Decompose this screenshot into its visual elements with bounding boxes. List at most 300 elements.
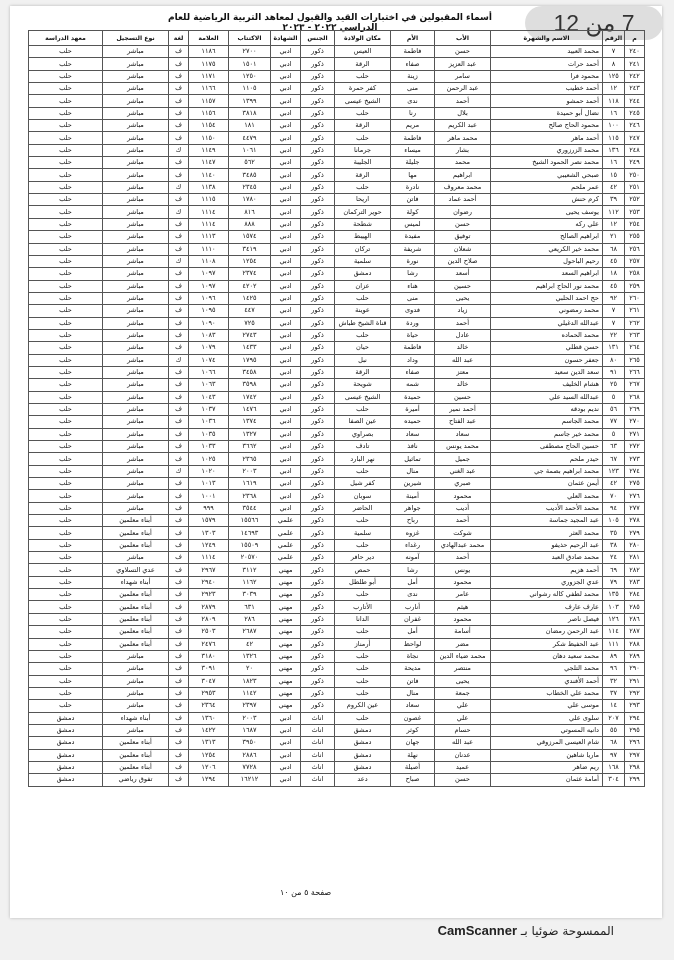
table-cell: ٢٩٢ bbox=[625, 687, 645, 699]
table-cell: حلب bbox=[29, 675, 103, 687]
table-cell: لواحظ bbox=[391, 638, 435, 650]
table-cell: حلب bbox=[29, 255, 103, 267]
table-cell: مهني bbox=[271, 663, 301, 675]
table-cell: محمود فرا bbox=[491, 70, 603, 82]
table-row bbox=[29, 46, 645, 58]
table-cell: عين الكروم bbox=[335, 700, 391, 712]
table-cell: ٤٢٠٢ bbox=[229, 280, 271, 292]
table-cell: حلب bbox=[29, 613, 103, 625]
table-cell: عدي التسلاوي bbox=[103, 564, 169, 576]
table-cell: حسين bbox=[435, 391, 491, 403]
table-cell: ٢٥٠ bbox=[625, 169, 645, 181]
table-cell: ١٢٦ bbox=[603, 613, 625, 625]
table-cell: حلب bbox=[29, 601, 103, 613]
table-cell: ٢٦٩ bbox=[625, 403, 645, 415]
table-cell: ٢٩١ bbox=[625, 675, 645, 687]
table-cell: ف bbox=[169, 638, 189, 650]
table-cell: ١٠٠ bbox=[603, 120, 625, 132]
table-cell: مباشر bbox=[103, 243, 169, 255]
table-cell: ١١٢ bbox=[603, 206, 625, 218]
table-cell: ٣٨١٨ bbox=[229, 107, 271, 119]
table-cell: ٣٤٥٨ bbox=[229, 366, 271, 378]
table-cell: حلب bbox=[29, 391, 103, 403]
table-cell: ادبي bbox=[271, 490, 301, 502]
table-cell: ٦٣١ bbox=[229, 601, 271, 613]
table-cell: ذكور bbox=[301, 589, 335, 601]
table-cell: محمود الحاج صالح bbox=[491, 120, 603, 132]
table-cell: نافذ bbox=[391, 441, 435, 453]
column-header: العلامة bbox=[189, 31, 229, 46]
table-cell: حلب bbox=[29, 638, 103, 650]
table-cell: ١١٦٦ bbox=[189, 83, 229, 95]
table-cell: ادبي bbox=[271, 83, 301, 95]
table-cell: حسين bbox=[435, 280, 491, 292]
table-cell: ندى bbox=[391, 589, 435, 601]
table-cell: حلب bbox=[335, 465, 391, 477]
table-cell: مباشر bbox=[103, 70, 169, 82]
table-cell: عبد الرحمن bbox=[435, 83, 491, 95]
table-cell: حلب bbox=[29, 83, 103, 95]
table-cell: ٣٩ bbox=[603, 194, 625, 206]
table-cell: مباشر bbox=[103, 441, 169, 453]
table-cell: أبناء معلمين bbox=[103, 589, 169, 601]
table-cell: ذكور bbox=[301, 132, 335, 144]
table-row bbox=[29, 589, 645, 601]
table-cell: حلب bbox=[29, 700, 103, 712]
table-cell: عزان bbox=[335, 280, 391, 292]
table-row bbox=[29, 564, 645, 576]
table-cell: اناث bbox=[301, 712, 335, 724]
table-row bbox=[29, 576, 645, 588]
table-cell: ٢٠٧ bbox=[603, 712, 625, 724]
table-cell: مباشر bbox=[103, 453, 169, 465]
table-row bbox=[29, 70, 645, 82]
table-cell: ١٣٦ bbox=[603, 144, 625, 156]
table-cell: ف bbox=[169, 650, 189, 662]
table-cell: مباشر bbox=[103, 379, 169, 391]
table-cell: ذكور bbox=[301, 95, 335, 107]
table-cell: منال bbox=[391, 687, 435, 699]
table-cell: اناث bbox=[301, 724, 335, 736]
table-cell: حلب bbox=[29, 292, 103, 304]
table-cell: حلب bbox=[29, 589, 103, 601]
table-cell: ٥٦ bbox=[603, 403, 625, 415]
table-cell: حياة bbox=[391, 329, 435, 341]
table-cell: سلمية bbox=[335, 527, 391, 539]
table-cell: ف bbox=[169, 675, 189, 687]
table-cell: ١٠١٣ bbox=[189, 478, 229, 490]
page-footer: صفحة ٥ من ١٠ bbox=[280, 888, 332, 897]
table-cell: منتصر bbox=[435, 663, 491, 675]
table-cell: ٢٨٧٩ bbox=[189, 601, 229, 613]
table-cell: ف bbox=[169, 305, 189, 317]
table-cell: حلب bbox=[29, 70, 103, 82]
table-cell: نجاة bbox=[391, 650, 435, 662]
table-cell: مباشر bbox=[103, 416, 169, 428]
table-row bbox=[29, 724, 645, 736]
table-cell: ك bbox=[169, 144, 189, 156]
table-cell: ادبي bbox=[271, 144, 301, 156]
table-cell: مباشر bbox=[103, 428, 169, 440]
table-cell: الجليبة bbox=[335, 157, 391, 169]
table-cell: ذكور bbox=[301, 46, 335, 58]
table-cell: ذكور bbox=[301, 490, 335, 502]
table-cell: ١٠٦٦ bbox=[189, 366, 229, 378]
table-cell: ٤٢ bbox=[603, 181, 625, 193]
table-cell: ٣٠٤٧ bbox=[189, 675, 229, 687]
table-cell: مباشر bbox=[103, 280, 169, 292]
table-cell: ٢٥٩ bbox=[625, 280, 645, 292]
table-cell: جهان bbox=[391, 737, 435, 749]
table-cell: ١٥٥٠٩ bbox=[229, 539, 271, 551]
table-cell: ٢٤٥ bbox=[625, 107, 645, 119]
table-cell: مباشر bbox=[103, 724, 169, 736]
table-cell: ١٢٥ bbox=[603, 70, 625, 82]
table-cell: ذكور bbox=[301, 601, 335, 613]
table-cell: ذكور bbox=[301, 638, 335, 650]
table-cell: الرقة bbox=[335, 120, 391, 132]
table-cell: ١٧٤٢ bbox=[229, 391, 271, 403]
table-cell: ذكور bbox=[301, 317, 335, 329]
table-cell: ٨١٦ bbox=[229, 206, 271, 218]
table-cell: علي ركه bbox=[491, 218, 603, 230]
page-counter-badge: 7 من 12 bbox=[525, 6, 663, 40]
table-cell: أبناء معلمين bbox=[103, 761, 169, 773]
table-cell: توفيق bbox=[435, 231, 491, 243]
table-cell: حج احمد الحلبي bbox=[491, 292, 603, 304]
table-cell: حلب bbox=[29, 490, 103, 502]
table-cell: مباشر bbox=[103, 687, 169, 699]
table-cell: ١٧٩٥ bbox=[229, 354, 271, 366]
table-cell: اناث bbox=[301, 761, 335, 773]
table-cell: محمد خير جاسم bbox=[491, 428, 603, 440]
table-cell: حلب bbox=[29, 144, 103, 156]
table-cell: ف bbox=[169, 749, 189, 761]
table-cell: أبناء معلمين bbox=[103, 613, 169, 625]
table-cell: عبد الرحيم حذيفو bbox=[491, 539, 603, 551]
table-cell: ٩٤ bbox=[603, 502, 625, 514]
table-row bbox=[29, 687, 645, 699]
table-cell: حلب bbox=[29, 268, 103, 280]
table-cell: يحيى bbox=[435, 675, 491, 687]
table-row bbox=[29, 194, 645, 206]
table-cell: ف bbox=[169, 95, 189, 107]
table-cell: ذكور bbox=[301, 626, 335, 638]
table-cell: ١٨٢٣ bbox=[229, 675, 271, 687]
table-cell: ادبي bbox=[271, 774, 301, 786]
table-cell: ف bbox=[169, 737, 189, 749]
table-cell: ذكور bbox=[301, 218, 335, 230]
table-cell: ف bbox=[169, 478, 189, 490]
table-cell: ذكور bbox=[301, 107, 335, 119]
table-cell: ذكور bbox=[301, 231, 335, 243]
table-cell: مباشر bbox=[103, 675, 169, 687]
table-cell: جليلة bbox=[391, 157, 435, 169]
table-cell: حلب bbox=[29, 403, 103, 415]
table-cell: محمود bbox=[435, 613, 491, 625]
table-cell: ٧٠ bbox=[603, 490, 625, 502]
table-cell: ك bbox=[169, 465, 189, 477]
table-cell: ك bbox=[169, 206, 189, 218]
table-cell: ٥ bbox=[603, 391, 625, 403]
table-cell: محمد خير الكريعي bbox=[491, 243, 603, 255]
table-cell: محمد العثر bbox=[491, 527, 603, 539]
column-header: مكان الولادة bbox=[335, 31, 391, 46]
table-cell: الأتارب bbox=[335, 601, 391, 613]
table-cell: ٢٨٧ bbox=[625, 626, 645, 638]
table-cell: أرمناز bbox=[335, 638, 391, 650]
table-cell: فيصل ناصر bbox=[491, 613, 603, 625]
table-cell: محمد ضياء الدين bbox=[435, 650, 491, 662]
table-cell: دمشق bbox=[335, 761, 391, 773]
table-cell: ٩٧ bbox=[603, 749, 625, 761]
table-row bbox=[29, 255, 645, 267]
table-cell: نورة bbox=[391, 255, 435, 267]
table-cell: مباشر bbox=[103, 157, 169, 169]
table-cell: تادف bbox=[335, 441, 391, 453]
table-cell: ٦٩ bbox=[603, 564, 625, 576]
table-cell: رضوان bbox=[435, 206, 491, 218]
table-cell: أحمد نمير bbox=[435, 403, 491, 415]
table-cell: ١١١٤ bbox=[189, 218, 229, 230]
table-cell: ١٠٩٥ bbox=[189, 305, 229, 317]
table-cell: رشا bbox=[391, 268, 435, 280]
table-cell: ١٢٤٩ bbox=[189, 539, 229, 551]
table-row bbox=[29, 515, 645, 527]
scanner-note: الممسوحة ضوئيا بـ bbox=[520, 924, 614, 938]
table-cell: ٢٩٥٣ bbox=[189, 687, 229, 699]
table-cell: ١٠٧٩ bbox=[189, 342, 229, 354]
table-cell: مهني bbox=[271, 589, 301, 601]
table-cell: ١٣٧٤ bbox=[229, 416, 271, 428]
table-cell: ف bbox=[169, 243, 189, 255]
table-cell: صفاء bbox=[391, 58, 435, 70]
table-cell: محمد صادق العبد bbox=[491, 552, 603, 564]
table-cell: حلب bbox=[335, 626, 391, 638]
table-cell: شريفة bbox=[391, 243, 435, 255]
table-cell: ف bbox=[169, 329, 189, 341]
table-cell: محمد العلي bbox=[491, 490, 603, 502]
table-cell: ٢٠٠٣ bbox=[229, 712, 271, 724]
table-cell: ١٦٢١٢ bbox=[229, 774, 271, 786]
table-cell: كولة bbox=[391, 206, 435, 218]
table-cell: حلب bbox=[29, 576, 103, 588]
table-cell: كوثر bbox=[391, 724, 435, 736]
table-cell: ادبي bbox=[271, 379, 301, 391]
table-cell: أبناء معلمين bbox=[103, 749, 169, 761]
table-cell: أميرة bbox=[391, 403, 435, 415]
table-cell: ذكور bbox=[301, 675, 335, 687]
table-cell: ذكور bbox=[301, 305, 335, 317]
table-cell: مباشر bbox=[103, 58, 169, 70]
table-cell: أبناء معلمين bbox=[103, 601, 169, 613]
table-cell: مباشر bbox=[103, 95, 169, 107]
table-cell: ١١٨ bbox=[603, 95, 625, 107]
table-row bbox=[29, 675, 645, 687]
table-cell: ف bbox=[169, 157, 189, 169]
table-cell: ١٣٩٩ bbox=[229, 95, 271, 107]
table-cell: ٢٥ bbox=[603, 379, 625, 391]
table-cell: ٢٣٦٥ bbox=[229, 453, 271, 465]
table-row bbox=[29, 95, 645, 107]
table-cell: خالد bbox=[435, 342, 491, 354]
table-cell: ٧٢٥ bbox=[229, 317, 271, 329]
table-cell: سعاد bbox=[435, 428, 491, 440]
table-cell: ادبي bbox=[271, 243, 301, 255]
table-cell: تركان bbox=[335, 243, 391, 255]
table-cell: ١٦١٩ bbox=[229, 478, 271, 490]
table-row bbox=[29, 58, 645, 70]
table-cell: ١٤٢٥ bbox=[229, 292, 271, 304]
table-cell: محمد عبدالهادي bbox=[435, 539, 491, 551]
table-row bbox=[29, 280, 645, 292]
table-cell: ٢٤٤ bbox=[625, 95, 645, 107]
table-cell: ذكور bbox=[301, 527, 335, 539]
table-row bbox=[29, 317, 645, 329]
table-cell: ١١١ bbox=[603, 638, 625, 650]
table-row bbox=[29, 403, 645, 415]
table-cell: سلوى علي bbox=[491, 712, 603, 724]
table-row bbox=[29, 107, 645, 119]
table-cell: ١٠٣٦ bbox=[189, 416, 229, 428]
table-cell: مباشر bbox=[103, 465, 169, 477]
table-cell: ١٤٢٢ bbox=[189, 724, 229, 736]
table-cell: حيان bbox=[335, 342, 391, 354]
table-cell: مهني bbox=[271, 626, 301, 638]
table-cell: ادبي bbox=[271, 70, 301, 82]
table-cell: أبناء معلمين bbox=[103, 515, 169, 527]
table-row bbox=[29, 132, 645, 144]
table-cell: ف bbox=[169, 366, 189, 378]
table-cell: زينة bbox=[391, 70, 435, 82]
table-cell: حلب bbox=[335, 650, 391, 662]
table-cell: فاطمة bbox=[391, 46, 435, 58]
table-cell: ذكور bbox=[301, 391, 335, 403]
table-row bbox=[29, 231, 645, 243]
table-cell: ادبي bbox=[271, 169, 301, 181]
table-cell: سوبان bbox=[335, 490, 391, 502]
table-cell: حلب bbox=[29, 107, 103, 119]
table-cell: حلب bbox=[335, 132, 391, 144]
table-cell: ابراهيم السعد bbox=[491, 268, 603, 280]
table-cell: ك bbox=[169, 181, 189, 193]
table-cell: الرقة bbox=[335, 366, 391, 378]
table-cell: شطحة bbox=[335, 218, 391, 230]
table-cell: ٢٥٢ bbox=[625, 194, 645, 206]
table-cell: مباشر bbox=[103, 478, 169, 490]
table-cell: نضال أبو حميدة bbox=[491, 107, 603, 119]
table-cell: ذكور bbox=[301, 70, 335, 82]
table-cell: ذكور bbox=[301, 379, 335, 391]
table-cell: جعفر حسون bbox=[491, 354, 603, 366]
table-cell: فاتن bbox=[391, 675, 435, 687]
table-cell: حوير التركمان bbox=[335, 206, 391, 218]
table-cell: ٦٣ bbox=[603, 441, 625, 453]
table-cell: ١٦ bbox=[603, 157, 625, 169]
table-cell: ادبي bbox=[271, 428, 301, 440]
table-cell: ١٠٣٣ bbox=[189, 441, 229, 453]
scanner-watermark bbox=[438, 923, 614, 938]
table-cell: خالد bbox=[435, 379, 491, 391]
table-cell: مهني bbox=[271, 687, 301, 699]
table-cell: محمد يونس bbox=[435, 441, 491, 453]
table-cell: بشار bbox=[435, 144, 491, 156]
table-row bbox=[29, 453, 645, 465]
table-cell: حلب bbox=[335, 292, 391, 304]
table-cell: ذكور bbox=[301, 552, 335, 564]
table-cell: مريم bbox=[391, 120, 435, 132]
table-cell: نهلة bbox=[391, 749, 435, 761]
table-cell: حلب bbox=[335, 539, 391, 551]
table-cell: مفيدة bbox=[391, 231, 435, 243]
table-cell: ادبي bbox=[271, 453, 301, 465]
table-cell: ١٢ bbox=[603, 218, 625, 230]
table-cell: أحمد bbox=[435, 552, 491, 564]
table-cell: هيثم bbox=[435, 601, 491, 613]
table-cell: ٢٤٠ bbox=[625, 46, 645, 58]
table-cell: ادبي bbox=[271, 737, 301, 749]
table-cell: ٢٩٢٣ bbox=[189, 589, 229, 601]
table-cell: ١٦ bbox=[603, 107, 625, 119]
table-cell: ذكور bbox=[301, 268, 335, 280]
table-cell: ف bbox=[169, 132, 189, 144]
table-cell: ابراهيم الصالح bbox=[491, 231, 603, 243]
table-row bbox=[29, 292, 645, 304]
table-cell: ١٤ bbox=[603, 700, 625, 712]
table-cell: ٣٦٦٢ bbox=[229, 441, 271, 453]
table-cell: ١٥٧٤ bbox=[229, 231, 271, 243]
table-cell: ١٠٦٣ bbox=[189, 379, 229, 391]
table-cell: ندى bbox=[391, 95, 435, 107]
table-cell: ٧ bbox=[603, 317, 625, 329]
table-cell: ٢٨٨٦ bbox=[229, 749, 271, 761]
table-cell: مباشر bbox=[103, 490, 169, 502]
table-cell: محمد نور الحاج ابراهيم bbox=[491, 280, 603, 292]
table-cell: ٢٩٤ bbox=[625, 712, 645, 724]
table-cell: ١١٨٦ bbox=[189, 46, 229, 58]
table-cell: عبد الله bbox=[435, 737, 491, 749]
table-cell: حلب bbox=[29, 169, 103, 181]
table-cell: ٢٨٢ bbox=[625, 564, 645, 576]
table-cell: ٣٧ bbox=[603, 687, 625, 699]
table-cell: حلب bbox=[29, 626, 103, 638]
table-cell: جرمانا bbox=[335, 144, 391, 156]
table-cell: حلب bbox=[29, 157, 103, 169]
column-header: لغة bbox=[169, 31, 189, 46]
table-cell: وردة bbox=[391, 317, 435, 329]
table-cell: مباشر bbox=[103, 305, 169, 317]
table-cell: أحمد عماد bbox=[435, 194, 491, 206]
table-cell: مباشر bbox=[103, 317, 169, 329]
table-cell: ٥٦٢ bbox=[229, 157, 271, 169]
table-row bbox=[29, 774, 645, 786]
column-header: معهد الدراسة bbox=[29, 31, 103, 46]
table-cell: محمد ابراهيم بصمة جي bbox=[491, 465, 603, 477]
table-cell: حلب bbox=[29, 687, 103, 699]
table-cell: ف bbox=[169, 120, 189, 132]
table-row bbox=[29, 120, 645, 132]
table-cell: ادبي bbox=[271, 46, 301, 58]
table-cell: حلب bbox=[29, 329, 103, 341]
table-cell: فاطمة bbox=[391, 342, 435, 354]
table-cell: حلب bbox=[29, 478, 103, 490]
table-cell: ذكور bbox=[301, 120, 335, 132]
table-cell: ٢٨٠ bbox=[625, 539, 645, 551]
table-cell: ٥٥ bbox=[603, 724, 625, 736]
table-cell: ١٣٢٦ bbox=[229, 650, 271, 662]
table-cell: ف bbox=[169, 774, 189, 786]
table-cell: ٣٢ bbox=[603, 675, 625, 687]
